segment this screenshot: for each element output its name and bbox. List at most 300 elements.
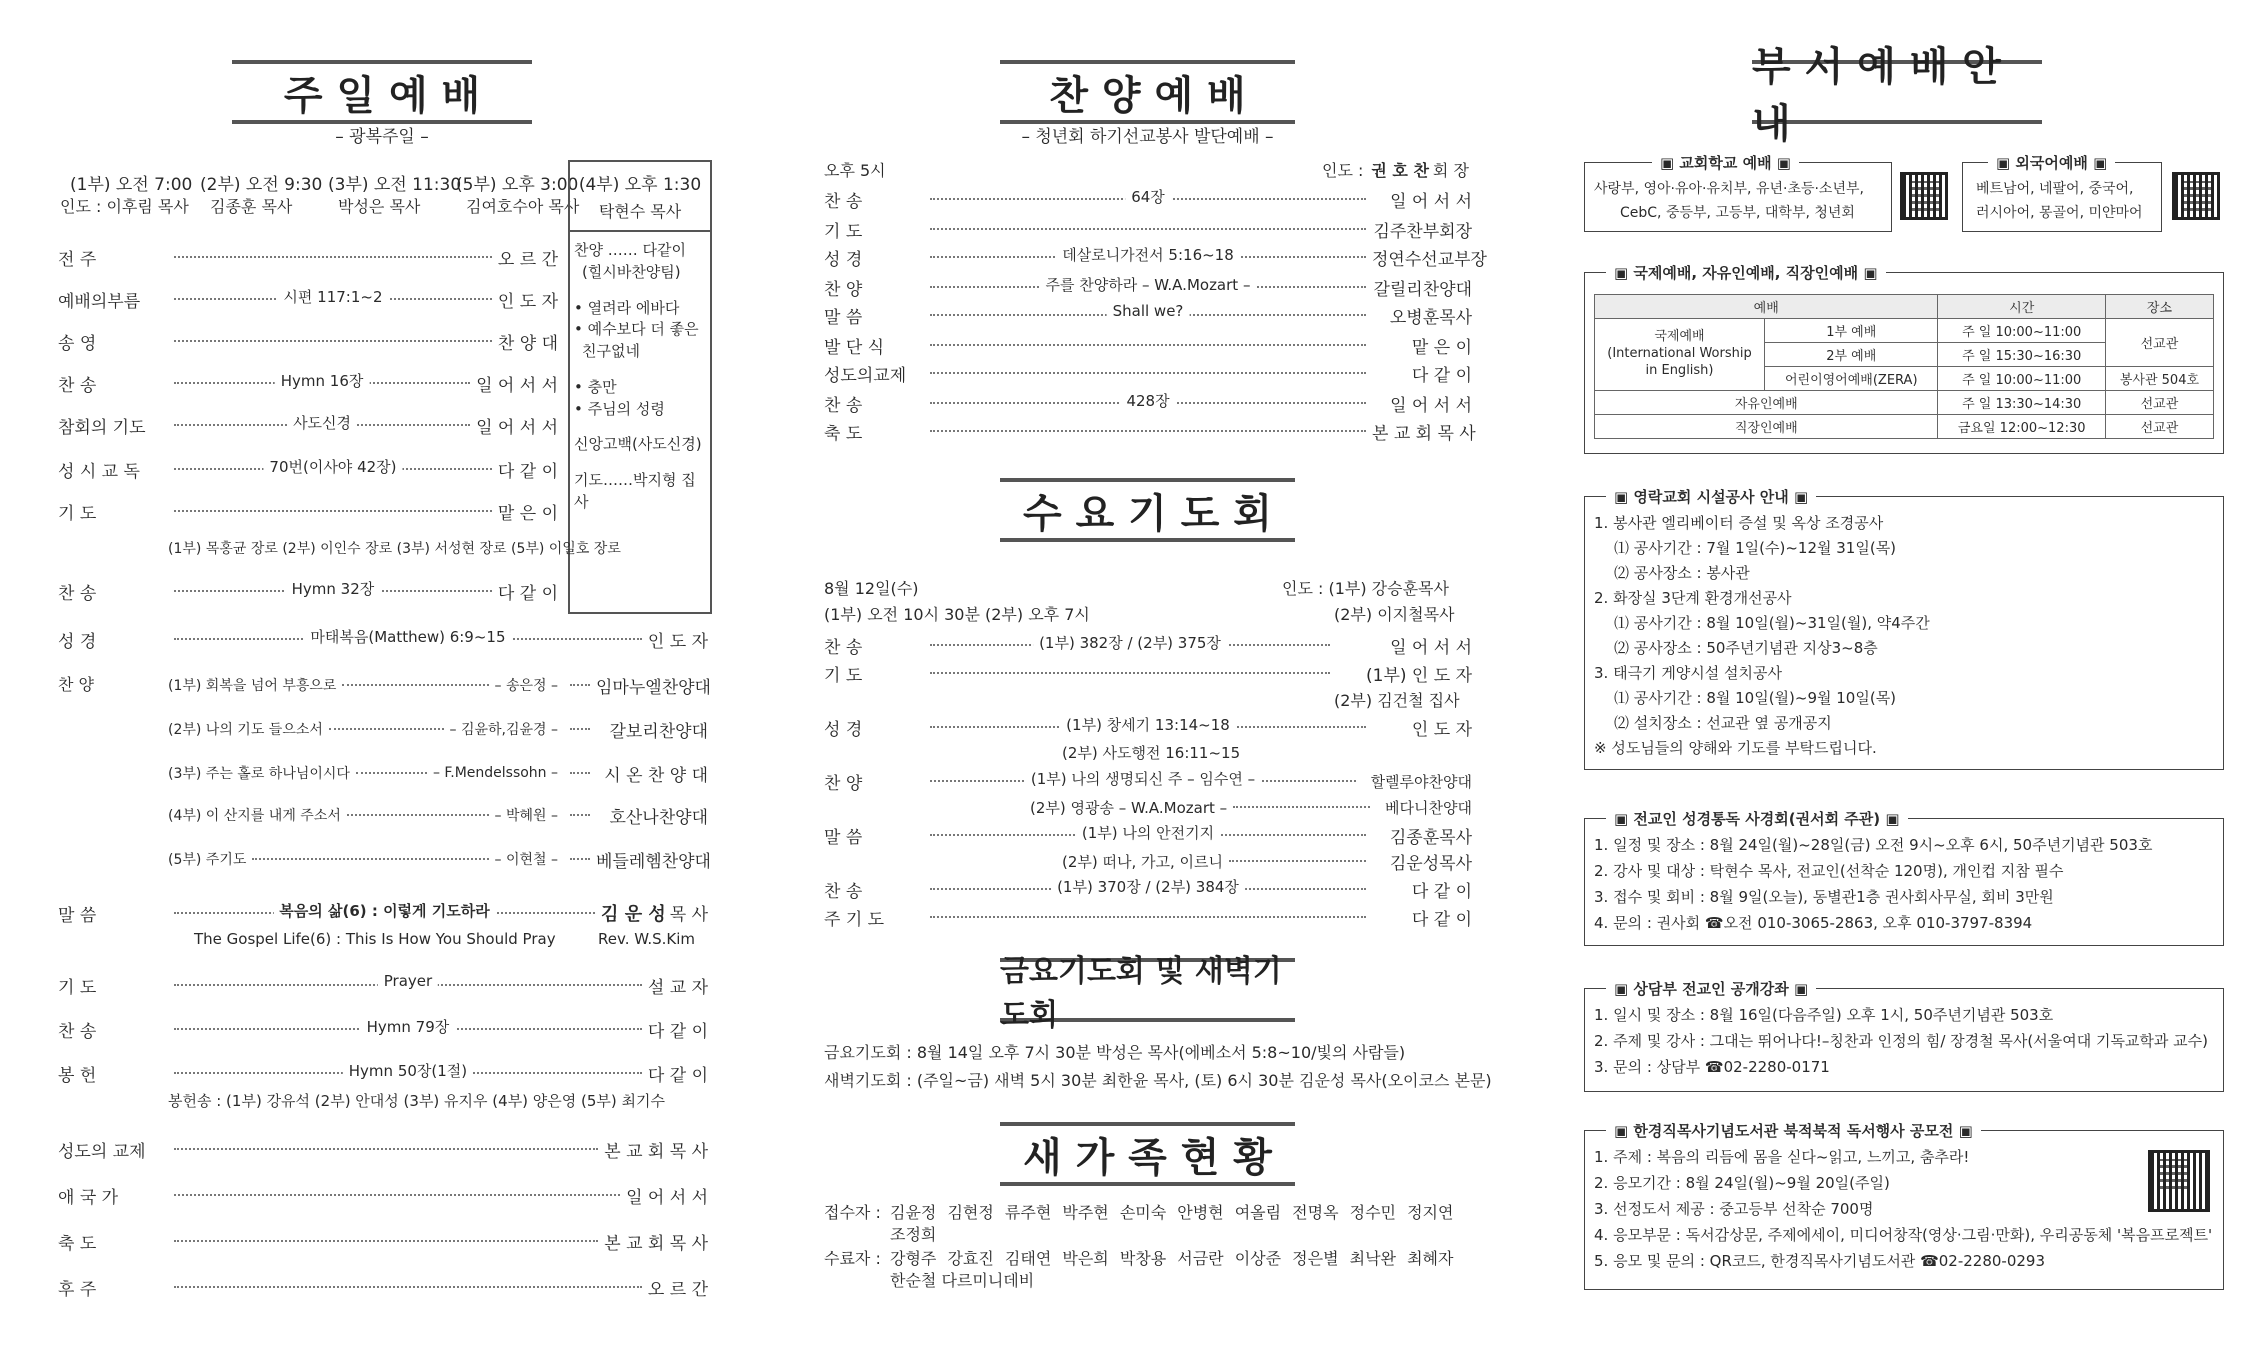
order-label: 성도의 교제 [58, 1141, 146, 1162]
order-person: 다 같 이 [1411, 909, 1472, 930]
wed-leader-2: (2부) 이지철목사 [1334, 605, 1455, 624]
order-row [58, 1182, 708, 1208]
order-label: 성도의교제 [824, 365, 907, 386]
service-leader: 박성은 목사 [338, 197, 421, 216]
order-person: 일 어 서 서 [1390, 637, 1472, 658]
intl-name-en: (International Worship [1607, 346, 1752, 362]
leader-dots [174, 510, 492, 512]
order-content: (1부) 창세기 13:14~18 [1060, 714, 1236, 735]
sermon-label: 말 씀 [58, 905, 97, 926]
order-label: 찬 송 [824, 881, 863, 902]
order-content: Hymn 50장(1절) [343, 1060, 473, 1081]
service-leader: 인도 : 이후림 목사 [60, 197, 189, 216]
order-person: 오병훈목사 [1389, 307, 1472, 328]
order-person: 정연수선교부장 [1372, 249, 1487, 270]
friday-prayer-line: 금요기도회 : 8월 14일 오후 7시 30분 박성은 목사(에베소서 5:8~10/빛의 사람들) [824, 1043, 1406, 1062]
order-label: 찬 양 [824, 279, 863, 300]
intl-time: 주 일 15:30~16:30 [1938, 343, 2105, 367]
order-label: 찬 송 [824, 191, 863, 212]
order-content: Hymn 32장 [286, 578, 381, 599]
leader-dots [930, 246, 1366, 264]
church-school-line1: 사랑부, 영아·유아·유치부, 유년·초등·소년부, [1594, 181, 1864, 197]
order-row [58, 972, 708, 998]
receivers-2: 조정희 [890, 1225, 937, 1244]
table-header: 시간 [1938, 295, 2105, 319]
order-label: 예배의부름 [58, 291, 141, 312]
order-content: 428장 [1120, 390, 1175, 411]
order-content: 데살로니가전서 5:16~18 [1056, 244, 1240, 265]
church-school-line2: CebC, 중등부, 고등부, 대학부, 청년회 [1620, 205, 1855, 221]
order-row [58, 498, 558, 524]
leader-dots [174, 372, 470, 390]
anthem-row [168, 760, 708, 786]
leader-dots [570, 814, 590, 816]
table-row [1595, 415, 2214, 439]
service4-item: 신앙고백(사도신경) [574, 435, 702, 454]
anthem-choir: 호산나찬양대 [609, 807, 708, 828]
anthem-choir: 시 온 찬 양 대 [604, 765, 708, 786]
leader-dots [930, 824, 1366, 842]
evangelist-head: ▣ 전교인 성경통독 사경회(권서회 주관) ▣ [1606, 808, 1908, 829]
leader-dots [174, 628, 642, 646]
service4-item: • 예수보다 더 좋은 [574, 320, 699, 339]
order-person: 일 어 서 서 [1390, 395, 1472, 416]
order-label: 전 주 [58, 249, 97, 270]
order-label: 성 경 [824, 719, 863, 740]
leader-dots [930, 916, 1366, 918]
notice-line: 1. 일시 및 장소 : 8월 16일(다음주일) 오후 1시, 50주년기념관 503호 [1594, 1006, 2054, 1024]
order-content: (1부) 382장 / (2부) 375장 [1033, 632, 1227, 653]
order-row [824, 660, 1472, 686]
order-person: 일 어 서 서 [476, 417, 558, 438]
new-family-title: 새 가 족 현 황 [1000, 1122, 1295, 1186]
order-row [1062, 848, 1472, 874]
order-label: 성 시 교 독 [58, 461, 140, 482]
leader-dots [174, 1194, 620, 1196]
order-row [58, 1016, 708, 1042]
service4-item: 친구없네 [582, 342, 640, 360]
leader-dots [356, 772, 427, 774]
notice-line: 3. 태극기 게양시설 설치공사 [1594, 664, 1783, 682]
notice-line: 3. 접수 및 회비 : 8월 9일(오늘), 동별관1층 권사회사무실, 회비 3만원 [1594, 888, 2054, 906]
leader-dots [252, 858, 488, 860]
leader-dots [930, 188, 1366, 206]
order-row [824, 332, 1472, 358]
leader-dots [930, 672, 1330, 674]
notice-line: 2. 화장실 3단계 환경개선공사 [1594, 589, 1792, 607]
dept-worship-title: 부 서 예 배 안 내 [1752, 60, 2042, 124]
leader-dots [930, 302, 1366, 320]
service-time: (1부) 오전 7:00 [70, 175, 193, 195]
order-row [58, 286, 558, 312]
order-person: 맡 은 이 [497, 503, 558, 524]
order-person: 설 교 자 [647, 977, 708, 998]
anthem-composer: – 송은정 – [494, 678, 558, 694]
order-row [58, 1228, 708, 1254]
anthem-title: (3부) 주는 홀로 하나님이시다 [168, 766, 350, 782]
service-time: (3부) 오전 11:30 [328, 175, 462, 195]
notice-line: ⑴ 공사기간 : 7월 1일(수)~12월 31일(목) [1614, 539, 1897, 557]
intl-name-en-2: in English) [1645, 362, 1714, 378]
anthem-row [168, 672, 711, 698]
table-header: 예배 [1595, 295, 1938, 319]
leader-dots [174, 1062, 642, 1080]
offering-note: 봉헌송 : (1부) 강유석 (2부) 안대성 (3부) 유지우 (4부) 양은영 (5부) 최기수 [168, 1092, 666, 1110]
anthem-choir: 베들레헴찬양대 [596, 851, 711, 872]
leader-dots [347, 814, 489, 816]
wed-time: (1부) 오전 10시 30분 (2부) 오후 7시 [824, 605, 1090, 624]
order-row [824, 768, 1472, 794]
completers-2: 한순철 다르미니데비 [890, 1271, 1035, 1290]
completers-label: 수료자 : [824, 1249, 881, 1268]
leader-dots [570, 728, 590, 730]
order-label: 성 경 [58, 631, 97, 652]
order-row [58, 1060, 708, 1086]
foreign-qr-code-icon[interactable] [2172, 172, 2220, 220]
dawn-prayer-line: 새벽기도회 : (주일~금) 새벽 5시 30분 최한윤 목사, (토) 6시 30분 김운성 목사(오이코스 본문) [824, 1071, 1492, 1090]
order-label: 성 경 [824, 249, 863, 270]
order-content: Hymn 79장 [361, 1016, 456, 1037]
intl-sub: 어린이영어예배(ZERA) [1765, 367, 1938, 391]
leader-dots [570, 858, 590, 860]
notice-line: ⑴ 공사기간 : 8월 10일(월)~31일(월), 약4주간 [1614, 614, 1930, 632]
library-qr-code-icon[interactable] [2148, 1150, 2210, 1212]
order-label: 기 도 [824, 665, 863, 686]
order-person: 일 어 서 서 [476, 375, 558, 396]
praise-time: 오후 5시 [824, 161, 886, 180]
order-content: (2부) 떠나, 가고, 이르니 [1062, 852, 1224, 871]
order-content: 사도신경 [287, 412, 357, 433]
school-qr-code-icon[interactable] [1900, 172, 1948, 220]
leader-dots [930, 228, 1366, 230]
leader-dots [1229, 860, 1366, 862]
order-row [824, 390, 1472, 416]
leader-dots [930, 392, 1366, 410]
sermon-title: 복음의 삶(6) : 이렇게 기도하라 [273, 900, 495, 921]
sermon-row [58, 900, 708, 926]
leader-dots [930, 770, 1356, 788]
order-content: (1부) 370장 / (2부) 384장 [1051, 876, 1245, 897]
service4-item: 찬양 …… 다같이 [574, 241, 686, 259]
anthem-row [168, 846, 711, 872]
leader-dots [930, 276, 1366, 294]
anthem-row [168, 802, 708, 828]
order-content: 주를 찬양하라 – W.A.Mozart – [1040, 274, 1257, 295]
intl-name-cell [1595, 319, 1765, 391]
order-label: 후 주 [58, 1279, 97, 1300]
leader-dots [930, 430, 1366, 432]
order-row [58, 370, 558, 396]
anthem-title: (1부) 회복을 넘어 부흥으로 [168, 678, 337, 694]
foreign-worship-line1: 베트남어, 네팔어, 중국어, [1976, 181, 2134, 197]
leader-dots [174, 414, 470, 432]
anthem-label: 찬 양 [58, 675, 94, 694]
service-time: (5부) 오후 3:00 [456, 175, 579, 195]
wed-scripture-2: (2부) 사도행전 16:11~15 [1062, 744, 1241, 762]
order-row [824, 632, 1472, 658]
leader-dots [174, 902, 595, 920]
service4-item: • 열려라 에바다 [574, 298, 680, 317]
leader-dots [1233, 806, 1370, 808]
notice-line: 2. 주제 및 강사 : 그대는 뛰어나다!–칭찬과 인정의 힘/ 장경철 목사(서울여대 기독교학과 교수) [1594, 1032, 2209, 1050]
sermon-title-en: The Gospel Life(6) : This Is How You Should Pray [194, 930, 556, 948]
anthem-title: (2부) 나의 기도 들으소서 [168, 722, 323, 738]
order-label: 기 도 [58, 977, 97, 998]
order-person: 다 같 이 [647, 1021, 708, 1042]
order-row [58, 412, 558, 438]
order-label: 축 도 [58, 1233, 97, 1254]
table-row [1595, 391, 2214, 415]
preacher-en: Rev. W.S.Kim [598, 930, 696, 948]
notice-line: ⑵ 공사장소 : 50주년기념관 지상3~8층 [1614, 639, 1878, 657]
order-label: 찬 양 [824, 773, 863, 794]
leader-dots [930, 634, 1330, 652]
leader-dots [174, 340, 492, 342]
praise-worship-title: 찬 양 예 배 [1000, 60, 1295, 124]
leader-dots [174, 580, 492, 598]
order-person: 김종훈목사 [1389, 827, 1472, 848]
leader-prefix: 인도 : [1322, 161, 1364, 180]
notice-line: 5. 응모 및 문의 : QR코드, 한경직목사기념도서관 ☎02-2280-0293 [1594, 1252, 2046, 1270]
intl-worship-table [1594, 294, 2214, 439]
order-person: 다 같 이 [497, 461, 558, 482]
order-person: 일 어 서 서 [1390, 191, 1472, 212]
order-content: 70번(이사야 42장) [263, 456, 402, 477]
wed-date: 8월 12일(수) [824, 579, 919, 598]
leader-dots [930, 716, 1366, 734]
prayer-note: (1부) 목홍균 장로 (2부) 이인수 장로 (3부) 서성현 장로 (5부) 이일호 장로 [168, 541, 621, 557]
order-row [58, 1136, 708, 1162]
sermon-preacher [601, 900, 708, 926]
notice-line: 4. 문의 : 권사회 ☎오전 010-3065-2863, 오후 010-3797-8394 [1594, 914, 2033, 932]
work-name: 직장인예배 [1595, 415, 1938, 439]
church-school-head: ▣ 교회학교 예배 ▣ [1652, 152, 1799, 173]
completers: 강형주 강효진 김태연 박은희 박창용 서금란 이상준 정은별 최낙완 최혜자 [890, 1249, 1454, 1268]
order-person: 본 교 회 목 사 [1372, 423, 1476, 444]
order-row [824, 714, 1472, 740]
notice-line: ※ 성도님들의 양해와 기도를 부탁드립니다. [1594, 739, 1877, 757]
notice-line: ⑵ 공사장소 : 봉사관 [1614, 564, 1750, 582]
order-content: Hymn 16장 [275, 370, 370, 391]
leader-dots [329, 728, 444, 730]
intl-place: 선교관 [2105, 319, 2213, 367]
order-label: 말 씀 [824, 307, 863, 328]
order-label: 찬 송 [58, 1021, 97, 1042]
leader-dots [570, 684, 590, 686]
order-content: 시편 117:1~2 [277, 286, 388, 307]
notice-line: 4. 응모부문 : 독서감상문, 주제에세이, 미디어창작(영상·그림·만화), 우리공동체 '복음프로젝트' [1594, 1226, 2213, 1244]
preacher-title: 목 사 [669, 905, 708, 925]
service4-order [570, 232, 710, 522]
anthem-choir: 임마누엘찬양대 [596, 677, 711, 698]
order-label: 주 기 도 [824, 909, 885, 930]
anthem-row [168, 716, 708, 742]
order-row [824, 302, 1472, 328]
order-row [824, 244, 1487, 270]
order-content: Prayer [378, 972, 438, 990]
receivers-label: 접수자 : [824, 1203, 881, 1222]
receivers: 김윤정 김현정 류주현 박주현 손미숙 안병현 여올림 전명옥 정수민 정지연 [890, 1203, 1454, 1222]
order-person: 인 도 자 [1411, 719, 1472, 740]
service4-item: • 충만 [574, 377, 617, 396]
service-leader: 김종훈 목사 [210, 197, 293, 216]
order-person: 인 도 자 [647, 631, 708, 652]
order-person: 다 같 이 [497, 583, 558, 604]
order-content: Shall we? [1107, 302, 1190, 320]
sunday-worship-title: 주 일 예 배 [232, 60, 532, 124]
order-person: 갈릴리찬양대 [1373, 279, 1472, 300]
order-row [824, 186, 1472, 212]
anthem-composer: – 이현철 – [494, 852, 558, 868]
anthem-composer: – 박혜원 – [494, 808, 558, 824]
order-content: (1부) 나의 생명되신 주 – 임수연 – [1025, 768, 1261, 789]
work-time: 금요일 12:00~12:30 [1938, 415, 2105, 439]
order-label: 참회의 기도 [58, 417, 146, 438]
notice-line: 3. 문의 : 상담부 ☎02-2280-0171 [1594, 1058, 1830, 1076]
intl-worship-head: ▣ 국제예배, 자유인예배, 직장인예배 ▣ [1606, 262, 1886, 283]
order-row [58, 244, 558, 270]
leader-dots [174, 1148, 598, 1150]
order-person: 할렐루야찬양대 [1370, 772, 1472, 791]
notice-line: 1. 일정 및 장소 : 8월 24일(월)~28일(금) 오전 9시~오후 6시, 50주년기념관 503호 [1594, 836, 2153, 854]
praise-leader [1322, 158, 1469, 181]
free-time: 주 일 13:30~14:30 [1938, 391, 2105, 415]
leader-dots [342, 684, 488, 686]
order-label: 발 단 식 [824, 337, 885, 358]
order-person: 본 교 회 목 사 [604, 1233, 708, 1254]
order-row [824, 822, 1472, 848]
order-person: 김운성목사 [1389, 853, 1472, 874]
leader-dots [174, 1240, 598, 1242]
free-name: 자유인예배 [1595, 391, 1938, 415]
service-leader: 김여호수아 목사 [466, 197, 580, 216]
leader-dots [174, 288, 492, 306]
order-person: 일 어 서 서 [626, 1187, 708, 1208]
foreign-worship-line2: 러시아어, 몽골어, 미얀마어 [1976, 205, 2143, 221]
anthem-composer: – F.Mendelssohn – [432, 765, 558, 781]
service4-time: (4부) 오후 1:30 [578, 175, 702, 195]
construction-head: ▣ 영락교회 시설공사 안내 ▣ [1606, 486, 1816, 507]
order-label: 기 도 [58, 503, 97, 524]
service-time: (2부) 오전 9:30 [200, 175, 323, 195]
table-header: 장소 [2105, 295, 2213, 319]
notice-line: 2. 응모기간 : 8월 24일(월)~9월 20일(주일) [1594, 1174, 1890, 1192]
order-content: (1부) 나의 안전기지 [1076, 822, 1220, 843]
order-label: 기 도 [824, 221, 863, 242]
order-content: 64장 [1125, 186, 1171, 207]
friday-dawn-title: 금요기도회 및 새벽기도회 [1000, 958, 1295, 1022]
order-person: 다 같 이 [1411, 365, 1472, 386]
order-row [824, 904, 1472, 930]
order-person: (1부) 인 도 자 [1366, 665, 1472, 686]
order-person: 김주찬부회장 [1373, 221, 1472, 242]
foreign-worship-head: ▣ 외국어예배 ▣ [1988, 152, 2115, 173]
order-row [58, 456, 558, 482]
order-person: 맡 은 이 [1411, 337, 1472, 358]
service4-item: 기도……박지형 집사 [574, 471, 696, 511]
table-row [1595, 319, 2214, 343]
order-row [824, 418, 1476, 444]
leader-dots [174, 458, 492, 476]
work-place: 선교관 [2105, 415, 2213, 439]
anthem-title: (5부) 주기도 [168, 852, 247, 868]
praise-subtitle: – 청년회 하기선교봉사 발단예배 – [1021, 127, 1274, 147]
order-row [824, 274, 1472, 300]
order-row [58, 626, 708, 652]
anthem-composer: – 김윤하,김윤경 – [449, 722, 558, 738]
order-label: 찬 송 [824, 395, 863, 416]
wednesday-prayer-title: 수 요 기 도 회 [1000, 478, 1295, 542]
leader-name: 권 호 찬 [1371, 161, 1429, 180]
order-person: 인 도 자 [497, 291, 558, 312]
wed-prayer-2: (2부) 김건철 집사 [1334, 691, 1460, 710]
notice-line: ⑴ 공사기간 : 8월 10일(월)~9월 10일(목) [1614, 689, 1897, 707]
service4-leader: 탁현수 목사 [598, 202, 682, 221]
order-row [1030, 794, 1472, 820]
intl-sub: 2부 예배 [1765, 343, 1938, 367]
order-row [824, 360, 1472, 386]
service4-item: • 주님의 성령 [574, 399, 665, 418]
order-label: 찬 송 [58, 583, 97, 604]
leader-dots [174, 1286, 642, 1288]
leader-dots [930, 372, 1366, 374]
order-content: 마태복음(Matthew) 6:9~15 [304, 626, 511, 647]
order-person: 오 르 간 [647, 1279, 708, 1300]
order-row [824, 216, 1472, 242]
notice-line: 3. 선정도서 제공 : 중고등부 선착순 700명 [1594, 1200, 1874, 1218]
order-row [58, 328, 558, 354]
intl-time: 주 일 10:00~11:00 [1938, 367, 2105, 391]
preacher-name: 김 운 성 [601, 904, 666, 925]
leader-dots [174, 256, 492, 258]
leader-dots [174, 1018, 642, 1036]
order-person: 다 같 이 [1411, 881, 1472, 902]
anthem-choir: 갈보리찬양대 [609, 721, 708, 742]
leader-dots [174, 972, 642, 990]
notice-line: 1. 봉사관 엘리베이터 증설 및 옥상 조경공사 [1594, 514, 1884, 532]
order-content: (2부) 영광송 – W.A.Mozart – [1030, 798, 1228, 817]
order-person: 오 르 간 [497, 249, 558, 270]
notice-line: ⑵ 설치장소 : 선교관 옆 공개공지 [1614, 714, 1832, 732]
notice-line: 2. 강사 및 대상 : 탁현수 목사, 전교인(선착순 120명), 개인컵 지참 필수 [1594, 862, 2064, 880]
order-label: 송 영 [58, 333, 97, 354]
free-place: 선교관 [2105, 391, 2213, 415]
wed-leader-1: 인도 : (1부) 강승훈목사 [1282, 579, 1449, 598]
service4-item: (힐시바찬양팀) [582, 262, 681, 281]
order-person: 본 교 회 목 사 [604, 1141, 708, 1162]
order-label: 애 국 가 [58, 1187, 119, 1208]
library-head: ▣ 한경직목사기념도서관 북적북적 독서행사 공모전 ▣ [1606, 1120, 1981, 1141]
intl-place: 봉사관 504호 [2105, 367, 2213, 391]
order-row [58, 578, 558, 604]
order-row [824, 876, 1472, 902]
intl-time: 주 일 10:00~11:00 [1938, 319, 2105, 343]
order-row [58, 1274, 708, 1300]
leader-title: 회 장 [1432, 161, 1469, 180]
order-label: 찬 송 [58, 375, 97, 396]
intl-sub: 1부 예배 [1765, 319, 1938, 343]
notice-line: 1. 주제 : 복음의 리듬에 몸을 싣다~읽고, 느끼고, 춤추라! [1594, 1148, 1970, 1166]
leader-dots [930, 344, 1366, 346]
sunday-subtitle: – 광복주일 – [335, 127, 429, 147]
intl-name: 국제예배 [1654, 329, 1705, 345]
order-person: 베다니찬양대 [1385, 798, 1472, 817]
order-label: 찬 송 [824, 637, 863, 658]
counsel-head: ▣ 상담부 전교인 공개강좌 ▣ [1606, 978, 1816, 999]
order-label: 축 도 [824, 423, 863, 444]
order-label: 말 씀 [824, 827, 863, 848]
order-person: 다 같 이 [647, 1065, 708, 1086]
